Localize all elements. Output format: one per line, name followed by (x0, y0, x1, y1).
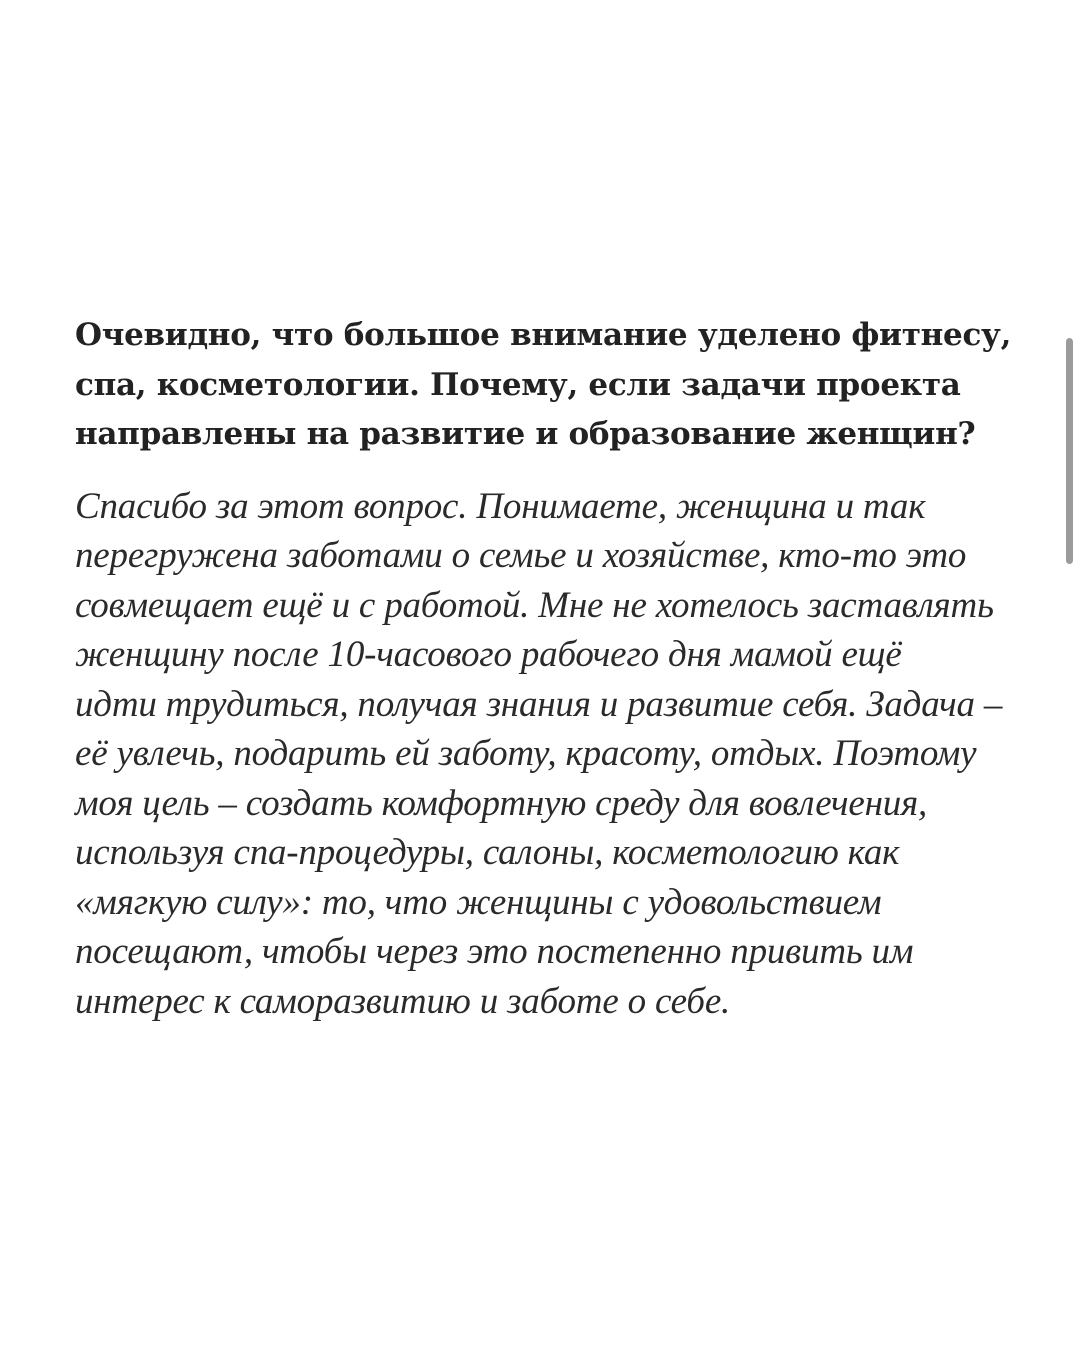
question-line: спа, косметологии. Почему, если задачи проекта (75, 366, 961, 403)
question-line: направлены на развитие и образование женщин? (75, 416, 976, 452)
answer-line: перегружена заботами о семье и хозяйстве, кто-то это (75, 535, 967, 576)
answer-line: используя спа-процедуры, салоны, косметологию как (75, 832, 900, 873)
answer-line: совмещает ещё и с работой. Мне не хотелось заставлять (75, 584, 994, 626)
answer-line: идти трудиться, получая знания и развитие себя. Задача – (75, 683, 1003, 725)
interview-answer (75, 482, 1015, 1027)
article-body (75, 311, 1015, 1026)
answer-line: Спасибо за этот вопрос. Понимаете, женщина и так (75, 485, 926, 527)
answer-line: её увлечь, подарить ей заботу, красоту, отдых. Поэтому (75, 733, 977, 774)
question-line: Очевидно, что большое внимание уделено фитнесу, (75, 317, 1012, 353)
answer-line: женщину после 10-часового рабочего дня мамой ещё (75, 634, 902, 675)
answer-line: посещают, чтобы через это постепенно привить им (75, 931, 914, 972)
vertical-scrollbar[interactable] (1066, 338, 1073, 564)
interview-question (75, 311, 1015, 460)
answer-line: «мягкую силу»: то, что женщины с удовольствием (75, 881, 882, 923)
answer-line: моя цель – создать комфортную среду для вовлечения, (75, 782, 928, 824)
answer-line: интерес к саморазвитию и заботе о себе. (75, 980, 731, 1022)
